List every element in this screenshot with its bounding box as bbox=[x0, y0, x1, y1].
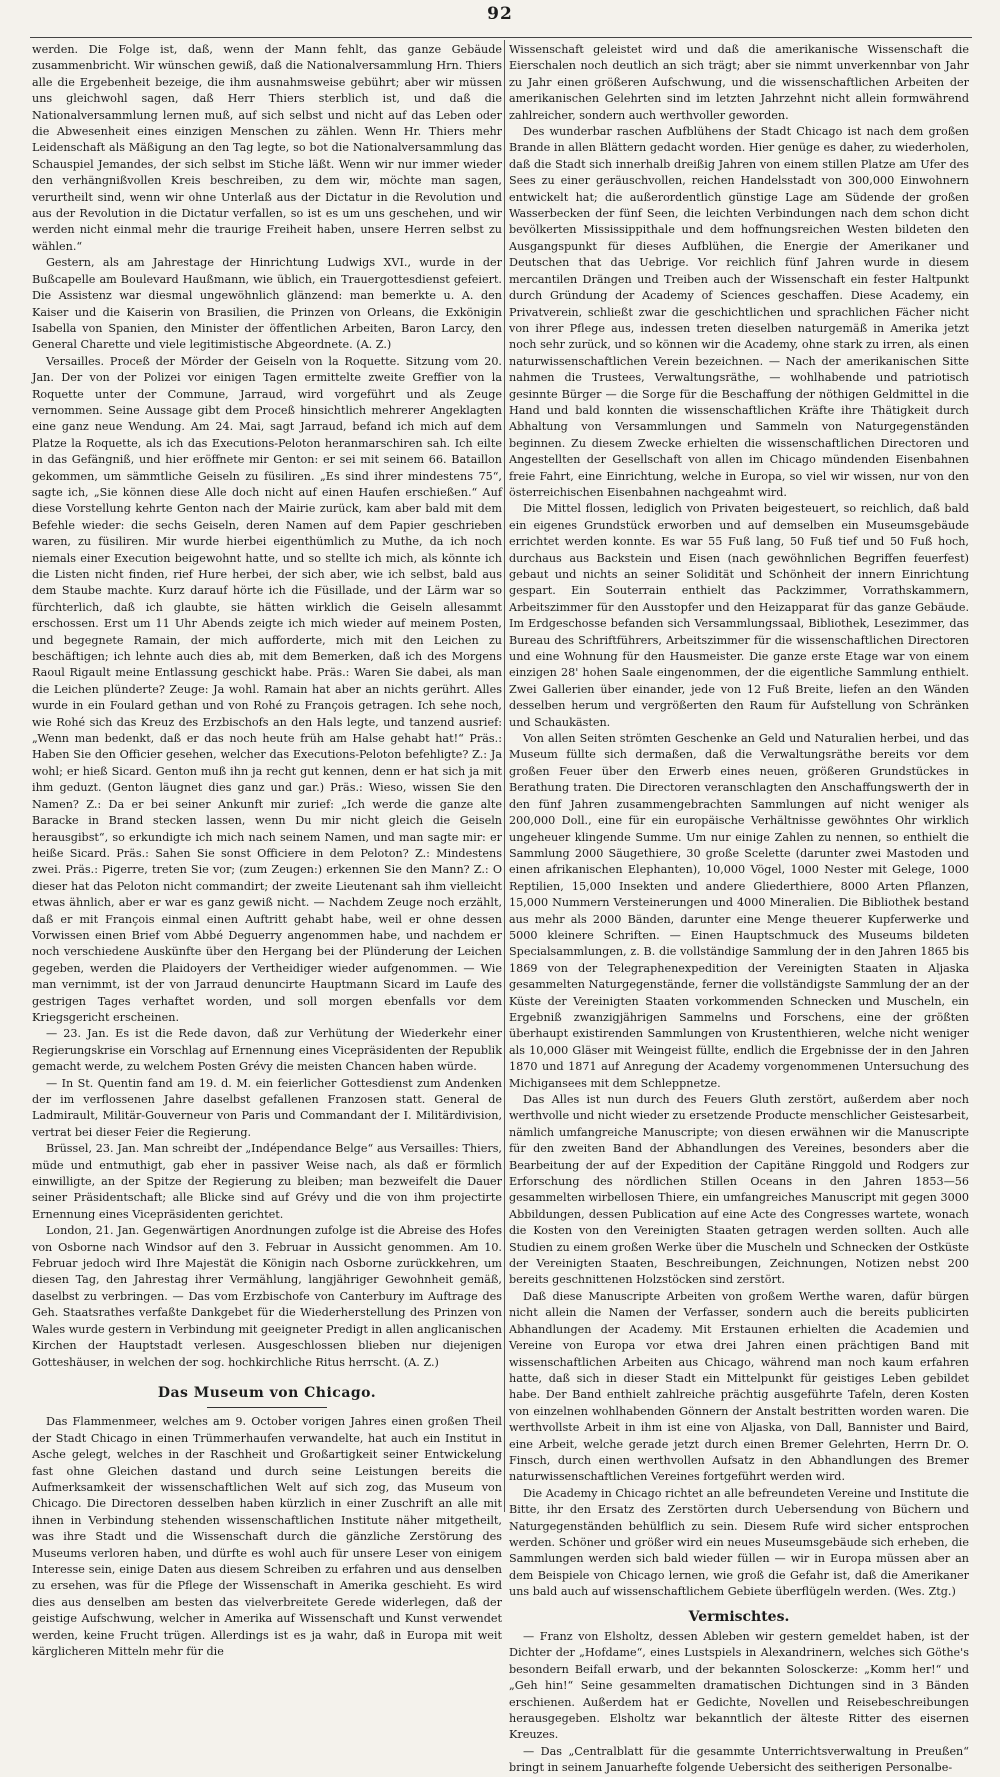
section-title: Vermischtes. bbox=[688, 1608, 790, 1625]
paragraph-brussels: Brüssel, 23. Jan. Man schreibt der „Indépendance Belge“ aus Versailles: Thiers, müde und entmuthigt, gab eher in passiver Weise nach, als daß er förmlich einwilligte, an der Spitze der Regierung zu bleiben; man bezweifelt die Dauer seiner Präsidentschaft; alle Blicke sind auf Grévy und die von ihm projectirte Ernennung eines Vicepräsidenten gerichtet. bbox=[32, 1142, 502, 1221]
paragraph-politics-1: werden. Die Folge ist, daß, wenn der Mann fehlt, das ganze Gebäude zusammenbricht. Wir wünschen gewiß, daß die Nationalversammlung Hrn. Thiers alle die Ergebenheit bezeige, die ihm ausnahmsweise gebührt; aber wir müssen uns gleichwohl sagen, daß Herr Thiers sterblich ist, und daß die Nationalversammlung lernen muß, auf sich selbst und nicht auf das Leben oder die Abwesenheit eines einzigen Menschen zu zählen. Wenn Hr. Thiers mehr Leidenschaft als Mäßigung an den Tag legte, so bot die Nationalversammlung das Schauspiel Jemandes, der sich selbst im Stiche läßt. Wenn wir nur immer wieder den verhängnißvollen Kreis beschreiben, zu dem wir, möchte man sagen, verurtheilt sind, wenn wir ohne Unterlaß aus der Dictatur in die Revolution und aus der Revolution in die Dictatur verfallen, so ist es um uns geschehen, und wir werden nicht einmal mehr die traurige Freiheit haben, unsere Herren selbst zu wählen.“ bbox=[32, 43, 502, 253]
right-column bbox=[509, 42, 969, 1775]
column-divider bbox=[504, 40, 505, 1512]
paragraph-politics-2: Gestern, als am Jahrestage der Hinrichtung Ludwigs XVI., wurde in der Bußcapelle am Boulevard Haußmann, wie üblich, ein Trauergottesdienst gefeiert. Die Assistenz war diesmal ungewöhnlich glänzend: man bemerkte u. A. den Kaiser und die Kaiserin von Brasilien, die Prinzen von Orleans, die Exkönigin Isabella von Spanien, den Minister der öffentlichen Arbeiten, Baron Larcy, den General Charette und viele legitimistische Abgeordnete. (A. Z.) bbox=[32, 256, 502, 352]
paragraph-museum-2: Wissenschaft geleistet wird und daß die amerikanische Wissenschaft die Eierschalen noch deutlich an sich trägt; aber sie nimmt unverkennbar von Jahr zu Jahr einen größeren Aufschwung, und die wissenschaftlichen Arbeiten der amerikanischen Gelehrten sind im letzten Jahrzehnt nicht allein formwährend zahlreicher, sondern auch werthvoller geworden. bbox=[509, 43, 969, 122]
paragraph-museum-5: Von allen Seiten strömten Geschenke an Geld und Naturalien herbei, und das Museum füllte sich dermaßen, daß die Verwaltungsräthe bereits vor dem großen Feuer über den Erwerb eines neuen, größeren Grundstückes in Berathung traten. Die Directoren veranschlagten den Anschaffungswerth der in den fünf Jahren zusammengebrachten Sammlungen auf nicht weniger als 200,000 Doll., eine für ein europäische Verhältnisse gewöhntes Ohr wirklich ungeheuer klingende Summe. Um nur einige Zahlen zu nennen, so enthielt die Sammlung 2000 Säugethiere, 30 große Scelette (darunter zwei Mastoden und einen afrikanischen Elephanten), 10,000 Vögel, 1000 Nester mit Gelege, 1000 Reptilien, 15,000 Insekten und andere Gliederthiere, 8000 Arten Pflanzen, 15,000 Nummern Versteinerungen und 4000 Mineralien. Die Bibliothek bestand aus mehr als 2000 Bänden, darunter eine Menge theuerer Kupferwerke und 5000 kleinere Schriften. — Einen Hauptschmuck des Museums bildeten Specialsammlungen, z. B. die vollständige Sammlung der in den Jahren 1865 bis 1869 von der Telegraphenexpedition der Vereinigten Staaten in Aljaska gesammelten Naturgegenstände, ferner die vollständigste Sammlung der an der Küste der Vereinigten Staaten vorkommenden Schnecken und Muscheln, ein Ergebniß zwanzigjährigen Sammelns und Forschens, eine der größten überhaupt existirenden Sammlungen von Krustenthieren, welche nicht weniger als 10,000 Gläser mit Weingeist füllte, endlich die Ergebnisse der in den Jahren 1870 und 1871 auf Anregung der Academy vorgenommenen Untersuchung des Michigansees mit dem Schleppnetze. bbox=[509, 732, 969, 1090]
paragraph-museum-4: Die Mittel flossen, lediglich von Privaten beigesteuert, so reichlich, daß bald ein eigenes Grundstück erworben und auf demselben ein Museumsgebäude errichtet werden konnte. Es war 55 Fuß lang, 50 Fuß tief und 50 Fuß hoch, durchaus aus Backstein und Eisen (nach gewöhnlichen Begriffen feuerfest) gebaut und nichts an seiner Solidität und Schönheit der innern Einrichtung gespart. Ein Souterrain enthielt das Packzimmer, Vorrathskammern, Arbeitszimmer für den Ausstopfer und den Heizapparat für das ganze Gebäude. Im Erdgeschosse befanden sich Versammlungssaal, Bibliothek, Lesezimmer, das Bureau des Schriftführers, Arbeitszimmer für die wissenschaftlichen Directoren und eine Wohnung für den Hausmeister. Die ganze erste Etage war von einem einzigen 28' hohen Saale eingenommen, der die eigentliche Sammlung enthielt. Zwei Gallerien über einander, jede von 12 Fuß Breite, liefen an den Wänden desselben herum und vergrößerten den Raum für Aufstellung von Schränken und Schaukästen. bbox=[509, 502, 969, 729]
paragraph-st-quentin: — In St. Quentin fand am 19. d. M. ein feierlicher Gottesdienst zum Andenken der im verflossenen Jahre daselbst gefallenen Franzosen statt. General de Ladmirault, Militär-Gouverneur von Paris und Commandant der I. Militärdivision, vertrat bei dieser Feier die Regierung. bbox=[32, 1076, 502, 1139]
paragraph-versailles-trial: Versailles. Proceß der Mörder der Geiseln von la Roquette. Sitzung vom 20. Jan. Der von der Polizei vor einigen Tagen ermittelte zweite Greffier von la Roquette unter der Commune, Jarraud, wird vorgeführt und als Zeuge vernommen. Seine Aussage gibt dem Proceß hinsichtlich mehrerer Angeklagten eine ganz neue Wendung. Am 24. Mai, sagt Jarraud, befand ich mich auf dem Platze la Roquette, als ich das Executions-Peloton heranmarschiren sah. Ich eilte in das Gefängniß, und hier eröffnete mir Genton: er sei mit seinem 66. Bataillon gekommen, um sämmtliche Geiseln zu füsiliren. „Es sind ihrer mindestens 75“, sagte ich, „Sie können diese Alle doch nicht auf einen Haufen erschießen.“ Auf diese Vorstellung kehrte Genton nach der Mairie zurück, kam aber bald mit dem Befehle wieder: die sechs Geiseln, deren Namen auf dem Papier geschrieben waren, zu füsiliren. Mir wurde hierbei eigenthümlich zu Muthe, da ich noch niemals einer Execution beigewohnt hatte, und so stellte ich mich, als könnte ich die Listen nicht finden, rief Hure herbei, der sich aber, wie ich selbst, bald aus dem Staube machte. Kurz darauf hörte ich die Füsillade, und der Lärm war so fürchterlich, daß ich glaubte, sie hätten wirklich die Geiseln allesammt erschossen. Erst um 11 Uhr Abends zeigte ich mich wieder auf meinem Posten, und begegnete Ramain, der mich aufforderte, mich mit den Leichen zu beschäftigen; ich lehnte auch dies ab, mit dem Bemerken, daß ich des Morgens Raoul Rigault meine Entlassung geschickt habe. Präs.: Waren Sie dabei, als man die Leichen plünderte? Zeuge: Ja wohl. Ramain hat aber an nichts gerührt. Alles wurde in ein Foulard gethan und von Rohé zu François getragen. Ich sehe noch, wie Rohé sich das Kreuz des Erzbischofs an den Hals legte, und tanzend ausrief: „Wenn man bedenkt, daß er das noch heute früh am Halse gehabt hat!“ Präs.: Haben Sie den Officier gesehen, welcher das Executions-Peloton befehligte? Z.: Ja wohl; er hieß Sicard. Genton muß ihn ja recht gut kennen, denn er hat sich ja mit ihm geduzt. (Genton läugnet dies ganz und gar.) Präs.: Wieso, wissen Sie den Namen? Z.: Da er bei seiner Ankunft mir zurief: „Ich werde die ganze alte Baracke in Brand stecken lassen, wenn Du mir nicht gleich die Geiseln herausgibst“, so erkundigte ich mich nach seinem Namen, und man sagte mir: er heiße Sicard. Präs.: Sahen Sie sonst Officiere in dem Peloton? Z.: Mindestens zwei. Präs.: Pigerre, treten Sie vor; (zum Zeugen:) erkennen Sie den Mann? Z.: O dieser hat das Peloton nicht commandirt; der zweite Lieutenant sah ihm vielleicht etwas ähnlich, aber er war es ganz gewiß nicht. — Nachdem Zeuge noch erzählt, daß er mit François einmal einen Auftritt gehabt habe, weil er ohne dessen Vorwissen einen Brief vom Abbé Deguerry angenommen habe, und nachdem er noch verschiedene Auskünfte über den Hergang bei der Plünderung der Leichen gegeben, werden die Plaidoyers der Vertheidiger wieder aufgenommen. — Wie man vernimmt, ist der von Jarraud denuncirte Hauptmann Sicard im Laufe des gestrigen Tages verhaftet worden, und soll morgen ebenfalls vor dem Kriegsgericht erscheinen. bbox=[32, 354, 502, 1024]
left-column bbox=[32, 42, 502, 1658]
article-title: Das Museum von Chicago. bbox=[157, 1384, 377, 1401]
paragraph-museum-8: Die Academy in Chicago richtet an alle befreundeten Vereine und Institute die Bitte, ihr den Ersatz des Zerstörten durch Uebersendung von Büchern und Naturgegenständen behülflich zu sein. Diesem Rufe wird sicher entsprochen werden. Schöner und größer wird ein neues Museumsgebäude sich erheben, die Sammlungen werden sich bald wieder füllen — wir in Europa müssen aber an dem Beispiele von Chicago lernen, wie groß die Gefahr ist, daß die Amerikaner uns bald auch auf wissenschaftlichem Gebiete überflügeln werden. (Wes. Ztg.) bbox=[509, 1486, 969, 1599]
paragraph-museum-7: Daß diese Manuscripte Arbeiten von großem Werthe waren, dafür bürgen nicht allein die Namen der Verfasser, sondern auch die bereits publicirten Abhandlungen der Academy. Mit Erstaunen erhielten die Academien und Vereine von Europa vor etwa drei Jahren einen prächtigen Band mit wissenschaftlichen Arbeiten aus Chicago, während man noch kaum erfahren hatte, daß sich in dieser Stadt ein Mittelpunkt für geistiges Leben gebildet habe. Der Band enthielt zahlreiche prächtig ausgeführte Tafeln, deren Kosten von einzelnen wohlhabenden Gönnern der Anstalt bestritten worden waren. Die werthvollste Arbeit in ihm ist eine von Aljaska, von Dall, Bannister und Baird, eine Arbeit, welche gerade jetzt durch einen Bremer Gelehrten, Herrn Dr. O. Finsch, durch einen werthvollen Aufsatz in den Abhandlungen des Bremer naturwissenschaftlichen Vereines fortgeführt werden wird. bbox=[509, 1289, 969, 1484]
paragraph-museum-intro: Das Flammenmeer, welches am 9. October vorigen Jahres einen großen Theil der Stadt Chicago in einen Trümmerhaufen verwandelte, hat auch ein Institut in Asche gelegt, welches in der Raschheit und Großartigkeit seiner Entwickelung fast ohne Gleichen dastand und durch seine Leistungen bereits die Aufmerksamkeit der wissenschaftlichen Welt auf sich zog, das Museum von Chicago. Die Directoren desselben haben kürzlich in einer Zuschrift an alle mit ihnen in Verbindung stehenden wissenschaftlichen Institute näher mitgetheilt, was ihre Stadt und die Wissenschaft durch die gänzliche Zerstörung des Museums verloren haben, und dürfte es wohl auch für unsere Leser von einigem Interesse sein, einige Daten aus diesem Schreiben zu erfahren und aus denselben zu ersehen, was für die Pflege der Wissenschaft in Amerika geschieht. Es wird dies aus denselben am besten das vielverbreitete Gerede widerlegen, daß der geistige Aufschwung, welcher in Amerika auf Wissenschaft und Kunst verwendet werden, keine Frucht trügen. Allerdings ist es ja wahr, daß in Europa mit weit kärglicheren Mitteln mehr für die bbox=[32, 1415, 502, 1658]
paragraph-elsholtz: — Franz von Elsholtz, dessen Ableben wir gestern gemeldet haben, ist der Dichter der „Hofdame“, eines Lustspiels in Alexandrinern, welches sich Göthe's besondern Beifall erwarb, und der bekannten Solosckerze: „Komm her!“ und „Geh hin!“ Seine gesammelten dramatischen Dichtungen sind in 3 Bänden erschienen. Außerdem hat er Gedichte, Novellen und Reisebeschreibungen herausgegeben. Elsholtz war bekanntlich der älteste Ritter des eisernen Kreuzes. bbox=[509, 1630, 969, 1742]
paragraph-london: London, 21. Jan. Gegenwärtigen Anordnungen zufolge ist die Abreise des Hofes von Osborne nach Windsor auf den 3. Februar in Aussicht genommen. Am 10. Februar jedoch wird Ihre Majestät die Königin nach Osborne zurückkehren, um diesen Tag, den Jahrestag ihrer Vermählung, langjähriger Gewohnheit gemäß, daselbst zu verbringen. — Das vom Erzbischofe von Canterbury im Auftrage des Geh. Staatsrathes verfaßte Dankgebet für die Wiederherstellung des Prinzen von Wales wurde gestern in Verbindung mit geeigneter Predigt in allen anglicanischen Kirchen der Hauptstadt verlesen. Ausgeschlossen blieben nur diejenigen Gotteshäuser, in welchen der sog. hochkirchliche Ritus herrscht. (A. Z.) bbox=[32, 1224, 502, 1369]
page-number: 92 bbox=[487, 4, 513, 24]
paragraph-museum-6: Das Alles ist nun durch des Feuers Gluth zerstört, außerdem aber noch werthvolle und nicht wieder zu ersetzende Producte menschlicher Geistesarbeit, nämlich umfangreiche Manuscripte; von diesen erwähnen wir die Manuscripte für den zweiten Band der Abhandlungen des Vereines, besonders aber die Bearbeitung der auf der Expedition der Capitäne Ringgold und Rodgers zur Erforschung des nördlichen Stillen Oceans in den Jahren 1853—56 gesammelten wirbellosen Thiere, ein umfangreiches Manuscript mit gegen 3000 Abbildungen, dessen Publication auf eine Acte des Congresses wartete, wonach die Kosten von den Vereinigten Staaten getragen werden sollten. Auch alle Studien zu einem großen Werke über die Muscheln und Schnecken der Ostküste der Vereinigten Staaten, Beschreibungen, Zeichnungen, Notizen nebst 200 bereits geschnittenen Holzstöcken sind zerstört. bbox=[509, 1093, 969, 1287]
paragraph-centralblatt: — Das „Centralblatt für die gesammte Unterrichtsverwaltung in Preußen“ bringt in seinem Januarhefte folgende Uebersicht des seitherigen Personalbe- bbox=[509, 1744, 969, 1775]
article-title-rule bbox=[207, 1407, 327, 1408]
header-rule bbox=[30, 37, 972, 38]
paragraph-museum-3: Des wunderbar raschen Aufblühens der Stadt Chicago ist nach dem großen Brande in allen Blättern gedacht worden. Hier genüge es daher, zu wiederholen, daß die Stadt sich innerhalb dreißig Jahren von einem stillen Platze am Ufer des Sees zu einer geräuschvollen, reichen Handelsstadt von 300,000 Einwohnern entwickelt hat; die außerordentlich günstige Lage am Südende der großen Wasserbecken der fünf Seen, die leichten Verbindungen nach dem schon dicht bevölkerten Mississippithale und dem hoffnungsreichen Westen bildeten den Ausgangspunkt für dieses Aufblühen, die Energie der Amerikaner und Deutschen that das Uebrige. Vor reichlich fünf Jahren wurde in diesem mercantilen Drängen und Treiben auch der Wissenschaft ein fester Haltpunkt durch Gründung der Academy of Sciences geschaffen. Diese Academy, ein Privatverein, schließt zwar die geschichtlichen und sprachlichen Fächer nicht von ihrer Pflege aus, indessen treten dieselben naturgemäß in Amerika jetzt noch sehr zurück, und so können wir die Academy, ohne stark zu irren, als einen naturwissenschaftlichen Verein bezeichnen. — Nach der amerikanischen Sitte nahmen die Trustees, Verwaltungsräthe, — wohlhabende und patriotisch gesinnte Bürger — die Sorge für die Beschaffung der nöthigen Geldmittel in die Hand und bald konnten die wissenschaftlichen Kräfte ihre Thätigkeit durch Abhaltung von Versammlungen und Sammeln von Naturgegenständen beginnen. Zu diesem Zwecke erhielten die wissenschaftlichen Directoren und Angestellten der Gesellschaft von allen im Chicago mündenden Eisenbahnen freie Fahrt, eine Einrichtung, welche in Europa, so viel wir wissen, nur von den österreichischen Eisenbahnen nachgeahmt wird. bbox=[509, 125, 969, 499]
paragraph-vicepresident: — 23. Jan. Es ist die Rede davon, daß zur Verhütung der Wiederkehr einer Regierungskrise ein Vorschlag auf Ernennung eines Vicepräsidenten der Republik gemacht werde, zu welchem Posten Grévy die meisten Chancen haben würde. bbox=[32, 1027, 502, 1074]
